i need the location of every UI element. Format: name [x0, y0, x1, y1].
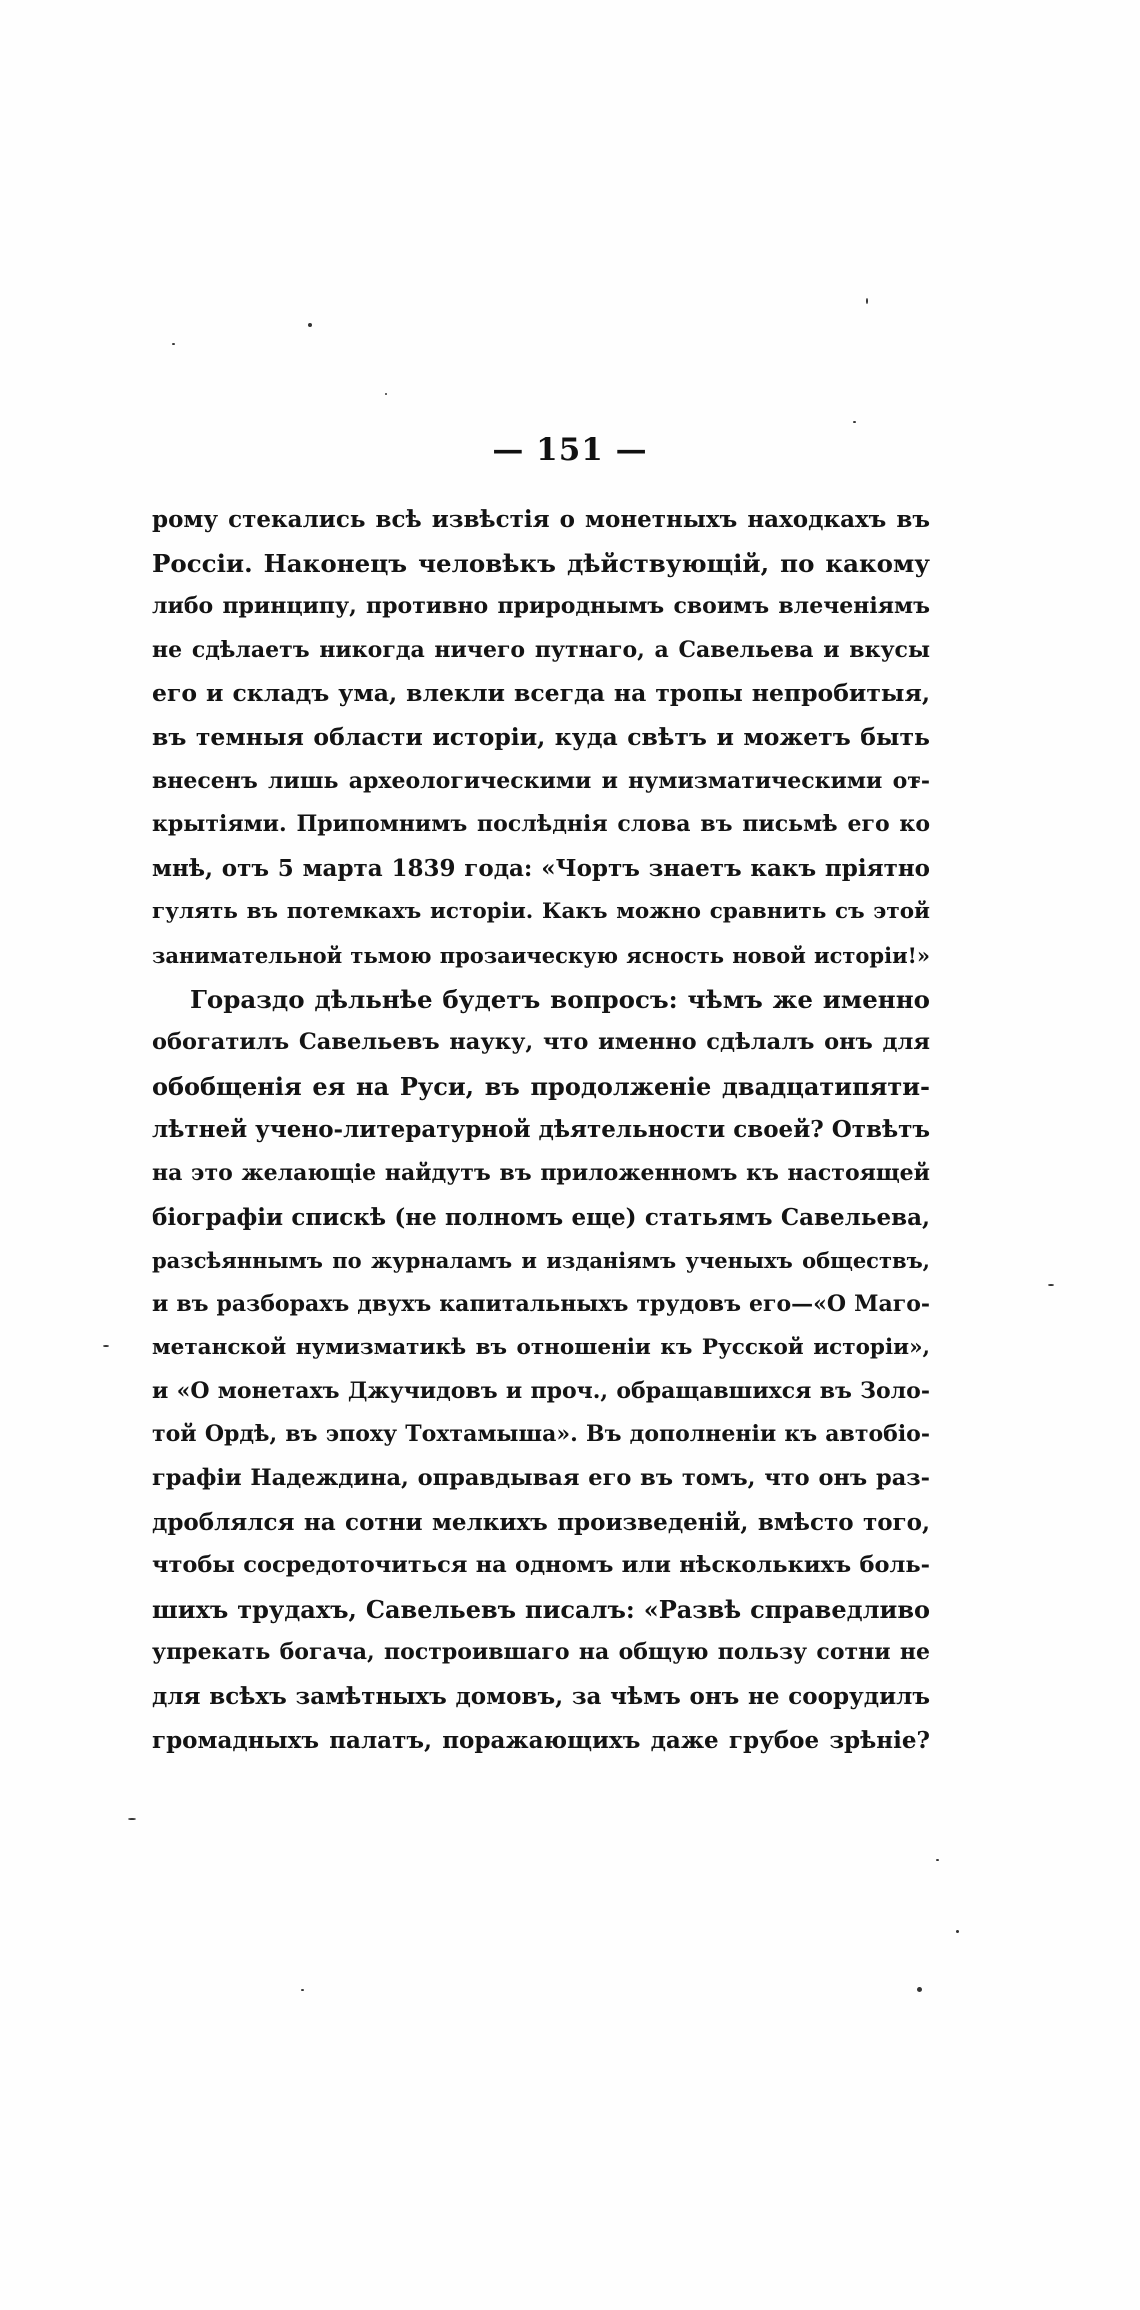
scan-speck [1048, 1284, 1054, 1286]
scan-speck [866, 298, 868, 304]
text-line: либо принципу, противно природнымъ своимъ влеченіямъ [152, 593, 930, 620]
scan-speck [853, 421, 856, 423]
text-line: мнѣ, отъ 5 марта 1839 года: «Чортъ знаетъ какъ пріятно [152, 854, 930, 882]
text-line: громадныхъ палатъ, поражающихъ даже грубое зрѣніе? [152, 1726, 930, 1754]
text-line: обобщенія ея на Руси, въ продолженіе двадцатипяти- [152, 1071, 930, 1101]
text-line: той Ордѣ, въ эпоху Тохтамыша». Въ дополненіи къ автобіо- [152, 1421, 930, 1448]
text-line: внесенъ лишь археологическими и нумизматическими от- [152, 767, 930, 794]
scan-speck [385, 393, 387, 395]
text-line: на это желающіе найдутъ въ приложенномъ къ настоящей [152, 1159, 930, 1186]
scan-speck [103, 1345, 109, 1347]
scan-speck [936, 1859, 939, 1861]
text-line: гулять въ потемкахъ исторіи. Какъ можно сравнить съ этой [152, 899, 930, 925]
text-line: его и складъ ума, влекли всегда на тропы непробитыя, [152, 679, 930, 708]
text-line: для всѣхъ замѣтныхъ домовъ, за чѣмъ онъ не соорудилъ [152, 1683, 930, 1711]
scan-speck [956, 1930, 959, 1933]
text-line: не сдѣлаетъ никогда ничего путнаго, а Савельева и вкусы [152, 636, 930, 663]
text-line: дроблялся на сотни мелкихъ произведеній, вмѣсто того, [152, 1508, 930, 1536]
page-number: — 151 — [492, 432, 648, 468]
text-line: лѣтней учено-литературной дѣятельности своей? Отвѣтъ [152, 1116, 930, 1144]
scan-speck [172, 343, 175, 345]
text-line: рому стекались всѣ извѣстія о монетныхъ находкахъ въ [152, 506, 930, 533]
text-line: и «О монетахъ Джучидовъ и проч., обращавшихся въ Золо- [152, 1377, 930, 1404]
text-line: въ темныя области исторіи, куда свѣтъ и можетъ быть [152, 722, 930, 751]
text-line: чтобы сосредоточиться на одномъ или нѣсколькихъ боль- [152, 1552, 930, 1579]
scan-speck [308, 323, 312, 327]
scan-speck [917, 1987, 922, 1992]
text-line: разсѣяннымъ по журналамъ и изданіямъ ученыхъ обществъ, [152, 1248, 930, 1274]
scan-speck [301, 1989, 304, 1991]
scan-speck [128, 1818, 136, 1820]
text-line: крытіями. Припомнимъ послѣднія слова въ письмѣ его ко [152, 811, 930, 838]
text-line: обогатилъ Савельевъ науку, что именно сдѣлалъ онъ для [152, 1029, 930, 1056]
text-line: шихъ трудахъ, Савельевъ писалъ: «Развѣ справедливо [152, 1594, 930, 1624]
text-line: графіи Надеждина, оправдывая его въ томъ, что онъ раз- [152, 1465, 930, 1492]
text-line: метанской нумизматикѣ въ отношеніи къ Русской исторіи», [152, 1335, 930, 1361]
paragraph-start-line: Гораздо дѣльнѣе будетъ вопросъ: чѣмъ же именно [190, 984, 930, 1014]
text-line: біографіи спискѣ (не полномъ еще) статьямъ Савельева, [152, 1203, 930, 1231]
text-line: занимательной тьмою прозаическую ясность новой исторіи!» [152, 942, 930, 968]
text-line: упрекать богача, построившаго на общую пользу сотни не [152, 1639, 930, 1666]
text-line: и въ разборахъ двухъ капитальныхъ трудовъ его—«О Маго- [152, 1290, 930, 1317]
text-line: Россіи. Наконецъ человѣкъ дѣйствующій, по какому [152, 548, 930, 578]
body-text [152, 498, 930, 1762]
